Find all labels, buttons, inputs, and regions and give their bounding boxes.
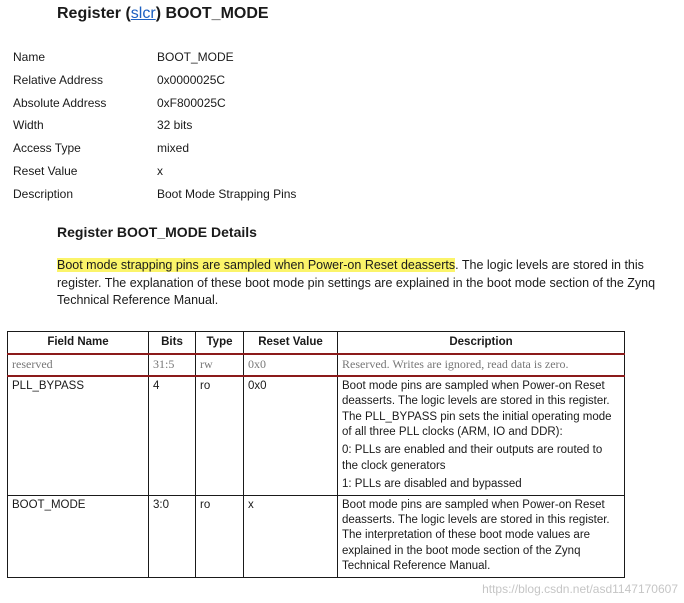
table-header-row xyxy=(8,332,625,355)
property-label: Width xyxy=(13,118,44,133)
register-description xyxy=(57,257,681,310)
property-label: Absolute Address xyxy=(13,95,107,110)
cell-reset-value: x xyxy=(244,495,338,577)
cell-bits: 4 xyxy=(149,376,196,495)
property-value: mixed xyxy=(157,141,190,156)
property-value: Boot Mode Strapping Pins xyxy=(157,186,297,201)
table-row xyxy=(8,376,625,495)
cell-field-name: PLL_BYPASS xyxy=(8,376,149,495)
property-value: 32 bits xyxy=(157,118,193,133)
description-paragraph: 0: PLLs are enabled and their outputs are routed to the clock generators xyxy=(342,444,603,472)
cell-reset-value: 0x0 xyxy=(244,354,338,375)
header-bits: Bits xyxy=(149,332,196,355)
property-label: Relative Address xyxy=(13,72,104,87)
title-suffix: ) BOOT_MODE xyxy=(155,5,269,22)
highlighted-text: Boot mode strapping pins are sampled when Power-on Reset deasserts xyxy=(57,258,456,272)
property-label: Name xyxy=(13,50,46,64)
cell-bits: 3:0 xyxy=(149,495,196,577)
description-paragraph: Boot mode pins are sampled when Power-on Reset deasserts. The logic levels are stored in this register. The interpretation of these boot mode values are explained in the boot mode section of the Zynq Technical Reference Manual. xyxy=(342,498,610,573)
property-value: x xyxy=(157,163,163,178)
property-value: 0x0000025C xyxy=(157,72,226,87)
field-table xyxy=(7,331,625,578)
title-prefix: Register ( xyxy=(57,5,131,22)
property-label: Access Type xyxy=(13,141,81,156)
cell-type: ro xyxy=(196,495,244,577)
cell-reset-value: 0x0 xyxy=(244,376,338,495)
register-title xyxy=(57,5,269,23)
module-link[interactable]: slcr xyxy=(130,5,156,22)
description-paragraph: 1: PLLs are disabled and bypassed xyxy=(342,478,522,491)
details-heading: Register BOOT_MODE Details xyxy=(57,224,257,240)
property-label: Description xyxy=(13,186,74,201)
property-value: BOOT_MODE xyxy=(157,50,234,64)
header-reset-value: Reset Value xyxy=(244,332,338,355)
property-value: 0xF800025C xyxy=(157,95,226,110)
header-field-name: Field Name xyxy=(8,332,149,355)
cell-type: ro xyxy=(196,376,244,495)
watermark-text: https://blog.csdn.net/asd1147170607 xyxy=(482,582,678,596)
description-paragraph: Boot mode pins are sampled when Power-on Reset deasserts. The logic levels are stored in this register. The PLL_BYPASS pin sets the initial operating mode of all three PLL clocks (ARM, IO and DDR): xyxy=(342,379,612,439)
header-description: Description xyxy=(338,332,625,355)
description-paragraph: Reserved. Writes are ignored, read data is zero. xyxy=(342,357,569,372)
cell-field-name: BOOT_MODE xyxy=(8,495,149,577)
cell-field-name: reserved xyxy=(8,354,149,375)
cell-description xyxy=(338,495,625,577)
table-row xyxy=(8,354,625,375)
cell-description xyxy=(338,376,625,495)
table-row xyxy=(8,495,625,577)
cell-bits: 31:5 xyxy=(149,354,196,375)
header-type: Type xyxy=(196,332,244,355)
cell-description xyxy=(338,354,625,375)
description-rest: . The logic levels are stored in this register. The explanation of these boot mode pin settings are explained in the boot mode section of the Zynq Technical Reference Manual. xyxy=(57,258,656,307)
property-label: Reset Value xyxy=(13,163,78,178)
cell-type: rw xyxy=(196,354,244,375)
